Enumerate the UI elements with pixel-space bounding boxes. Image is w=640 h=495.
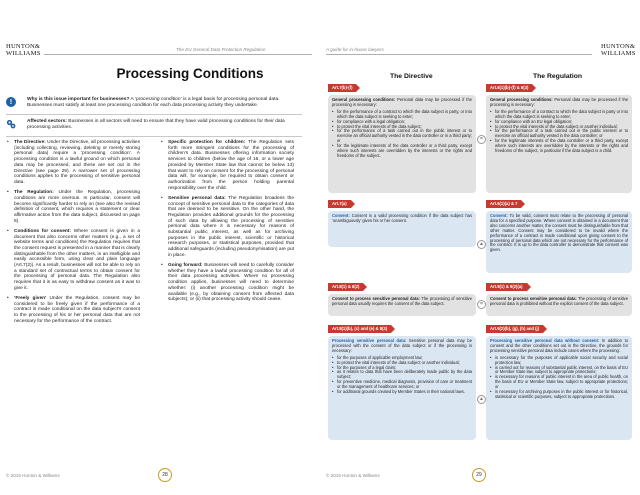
box-heading: General processing conditions: [332,97,396,102]
list-item: • to protect the vital interests of the data subject or another individual; [332,361,472,366]
list-item: • for the purposes of applicable employment law; [332,356,472,361]
page-number: 28 [158,468,172,482]
bullet-text: Under the Directive, all processing activities (including collecting, reviewing, deleting or merely storing personal data) require a ‘processing condition’. A processing condition is a lawful ground on which personal data may be processed, and these are set out in the Directive (see page 29). A narrower set of processing conditions applies to the processing of sensitive personal data. [14,140,140,185]
list-item: • for the performance of a contract to which the data subject is party, or into which the data subject is seeking to enter; [332,110,472,120]
running-header: The EU General Data Protection Regulation [176,47,266,52]
affected-text: Businesses in all sectors will need to ensure that they have valid processing conditions for their data processing activities. [27,119,285,130]
bullet-freely-given [6,296,140,325]
regulation-consent-sensitive [486,294,632,316]
article-tag: Art.8(1)(b), (c) and (e) & 8(3) [328,325,391,333]
box-heading: Consent to process sensitive personal data: [490,296,577,301]
list-item: • is necessary for archiving purposes in the public interest or for historical, statistical or scientific purposes, subject to appropriate protections. [490,390,628,400]
right-page [320,0,640,495]
logo-line-2: WILLIAMS [6,50,41,57]
list-item: • is necessary for the purposes of applicable social security and social protection law; [490,356,628,366]
copyright: © 2016 Hunton & Williams [6,473,60,478]
list-item: • to protect the vital interests of the data subject or another individual; [490,125,628,130]
box-heading: Consent: [332,213,350,218]
list-item: • for compliance with an EU legal obligation; [490,120,628,125]
box-text: Sensitive personal data may be processed with the consent of the data subject or if the processing is necessary: [332,338,472,353]
bullet-heading: The Directive: [14,140,46,145]
box-heading: General processing conditions: [490,97,553,102]
article-tag: Art.7(a) [328,200,351,208]
affected-heading: Affected sectors: [27,119,67,124]
bullet-text: Businesses will need to carefully consider whether they have a lawful processing condition for all of their data processing activities. Where no processing condition applies, businesses will need to determine whether: (i) another processing condition might be available (e.g., by obtaining consent from affected data subjects); or (ii) that processing activity should cease. [168,263,295,303]
box-heading: Consent to process sensitive personal data: [332,296,420,301]
why-answer-a: A [129,97,135,102]
why-answer-b: is a legal basis for processing personal data. Businesses must satisfy at least one processing condition for each data processing activity they undertake. [27,97,280,108]
box-heading: Processing sensitive personal data without consent: [490,338,600,343]
bullet-conditions-consent [6,229,140,292]
bullet-heading: The Regulation: [14,190,54,196]
bullet-text: The Regulation broadens the concept of sensitive personal data to the categories of data that are deemed to be sensitive. On the other hand, the Regulation provides additional grounds for the processing of such data by allowing the processing of sensitive personal data where it is necessary for reasons of substantial public interest, as well as for archiving purposes in the public interest, scientific or historical research purposes, or statistical purposes, provided that additional safeguards (including pseudonymisation) are put in place. [168,195,294,258]
intro-divider [6,114,302,115]
directive-consent-sensitive [328,294,476,316]
why-question: Why is this issue important for businesses? [27,97,130,102]
bullet-going-forward [160,263,294,303]
list-item: • for compliance with a legal obligation; [332,120,472,125]
list-item: • is carried out for reasons of substantial public interest, on the basis of EU or Member State law, subject to appropriate protections; [490,366,628,376]
list-item: • for the performance of a task carried out in the public interest or to exercise an official authority vested in the data controller or in a third party; or [332,129,472,144]
box-text: Consent is a valid processing condition if the data subject has ‘unambiguously’ given his or her consent. [332,213,472,223]
list-item: • for the purposes of a legal claim; [332,366,472,371]
article-tag: Art.9(1) & 9(2)(a) [486,283,527,291]
copyright: © 2016 Hunton & Williams [326,473,380,478]
logo-line-1: HUNTON& [6,43,41,50]
bullet-text: Under the Regulation, consent may be considered to be freely given if the performance of a contract is made conditional on the data subject's consent to the processing of his or her personal data that are not necessary for the performance of the contract. [14,296,140,324]
article-tag: Art.9(2)(b), (g), (h) and (j) [486,325,543,333]
left-column [6,140,140,329]
right-column [160,140,294,307]
box-text: The processing of sensitive personal data usually requires the consent of the data subject. [332,296,472,306]
why-answer-italic: ‘processing condition’ [134,97,182,102]
bullet-heading: Specific protection for children: [168,140,246,145]
regulation-processing-sensitive [486,336,632,440]
page-title: Processing Conditions [116,66,264,81]
box-heading: Processing sensitive personal data: [332,338,407,343]
bullet-text: Where consent is given in a document that also concerns other matters (e.g., a set of website terms and conditions) the Regulation requires that the consent request is presented in a manner that is clearly distinguishable from the other matters, in an intelligible and easily accessible form, using clear and plain language (Art.7(2)). As a result, businesses will not be able to rely on a standard set of contractual terms to obtain consent for the processing of personal data. The Regulation also requires that it is as easy to withdraw consent as it was to give it. [14,228,140,291]
box-text: To be valid, consent must relate to the processing of personal data for a specified purpose. Where consent is obtained in a document that also concerns another matter, the consent must be distinguishable from that other matter. Consent may be considered to be invalid where the performance of a contract is made conditional upon giving consent to the processing of personal data which are not necessary for the performance of the contract. It is up to the data controller to demonstrate that consent was given. [490,213,628,253]
box-heading: Consent: [490,213,508,218]
box-text: The processing of sensitive personal data is prohibited without the explicit consent of the data subject. [490,296,628,306]
article-tag: Art.6(1)(a) & 7 [486,200,521,208]
page-number: 29 [472,468,486,482]
affected-sectors [27,119,303,131]
header-rule [44,54,312,55]
article-tag: Art.7(b)-(f) [328,84,356,92]
comparison-arrow-icon: = [477,300,486,309]
logo-line-2: WILLIAMS [601,50,636,57]
list-item: • for preventive medicine, medical diagnosis, provision of care or treatment or the management of healthcare services; or [332,380,472,390]
bullet-directive [6,140,140,186]
comparison-arrow-icon: ▲ [477,240,486,249]
bullet-regulation [6,190,140,224]
bullet-heading: ‘Freely given’ [14,296,47,302]
bullet-heading: Going forward: [168,263,203,269]
comparison-arrow-icon: = [477,135,486,144]
bullet-children [160,140,294,191]
bullet-heading: Sensitive personal data: [168,195,226,201]
list-item: • to protect the vital interests of the data subject; [332,125,472,130]
box-text: Personal data may be processed if the processing is necessary: [490,97,629,107]
directive-consent [328,211,476,247]
header-rule [326,54,592,55]
regulation-column-title: The Regulation [533,73,583,80]
affected-divider [6,136,302,137]
running-header: A guide for in-house lawyers [326,47,384,52]
directive-processing-sensitive [328,336,476,440]
list-item: • for the performance of a task carried out in the public interest or to exercise an official authority vested in the data controller; or [490,129,628,139]
why-important [27,97,303,109]
list-item: • for additional grounds created by Member States in their national laws. [332,390,472,395]
directive-column-title: The Directive [390,73,433,80]
logo-line-1: HUNTON& [601,43,636,50]
article-tag: Art.8(1) & 8(2) [328,283,363,291]
exclamation-icon: ! [6,97,16,107]
directive-general-conditions [328,95,476,193]
bullet-text: Under the Regulation, processing conditions are more onerous. In particular, consent will become significantly harder to rely on (see also the revised definition of consent, which requires a statement or clear affirmative action from the data subject, discussed on page 8). [14,190,140,224]
regulation-general-conditions [486,95,632,193]
brand-logo [601,43,636,57]
regulation-consent [486,211,632,273]
list-item: • for the performance of a contract to which the data subject is party or into which the data subject is seeking to enter; [490,110,628,120]
gears-icon [6,119,16,129]
box-text: In addition to consent and the other conditions set out in the Directive, the grounds for processing sensitive personal data include cases where the processing: [490,338,628,353]
bullet-text: The Regulation sets forth more stringent conditions for the processing of children's data. Businesses offering information society services to children (below the age of 16, or a lower age provided by Member State law that cannot be below 13) that want to rely on consent for the processing of personal data will, for example, be required to obtain consent or authorization from the person holding parental responsibility over the child. [168,140,294,191]
brand-logo [6,43,41,57]
list-item: • is necessary for reasons of public interest in the area of public health, on the basis of EU or Member State law, subject to appropriate protections; or [490,375,628,390]
article-tag: Art.6(1)(b)-(f) & 6(3) [486,84,532,92]
box-text: Personal data may be processed if the processing is necessary: [332,97,473,107]
bullet-sensitive-data [160,196,294,259]
list-item: • for the legitimate interests of the data controller or a third party, except where such interests are overridden by the interests or the rights and freedoms of the subject, in particular if the data subject is a child. [490,139,628,154]
list-item: • for the legitimate interests of the data controller or a third party, except where such interests are overridden by the interests or the rights and freedoms of the subject. [332,144,472,159]
bullet-heading: Conditions for consent: [14,228,72,234]
list-item: • as it relates to data that have been deliberately made public by the data subject; [332,370,472,380]
comparison-arrow-icon: ▲ [477,395,486,404]
